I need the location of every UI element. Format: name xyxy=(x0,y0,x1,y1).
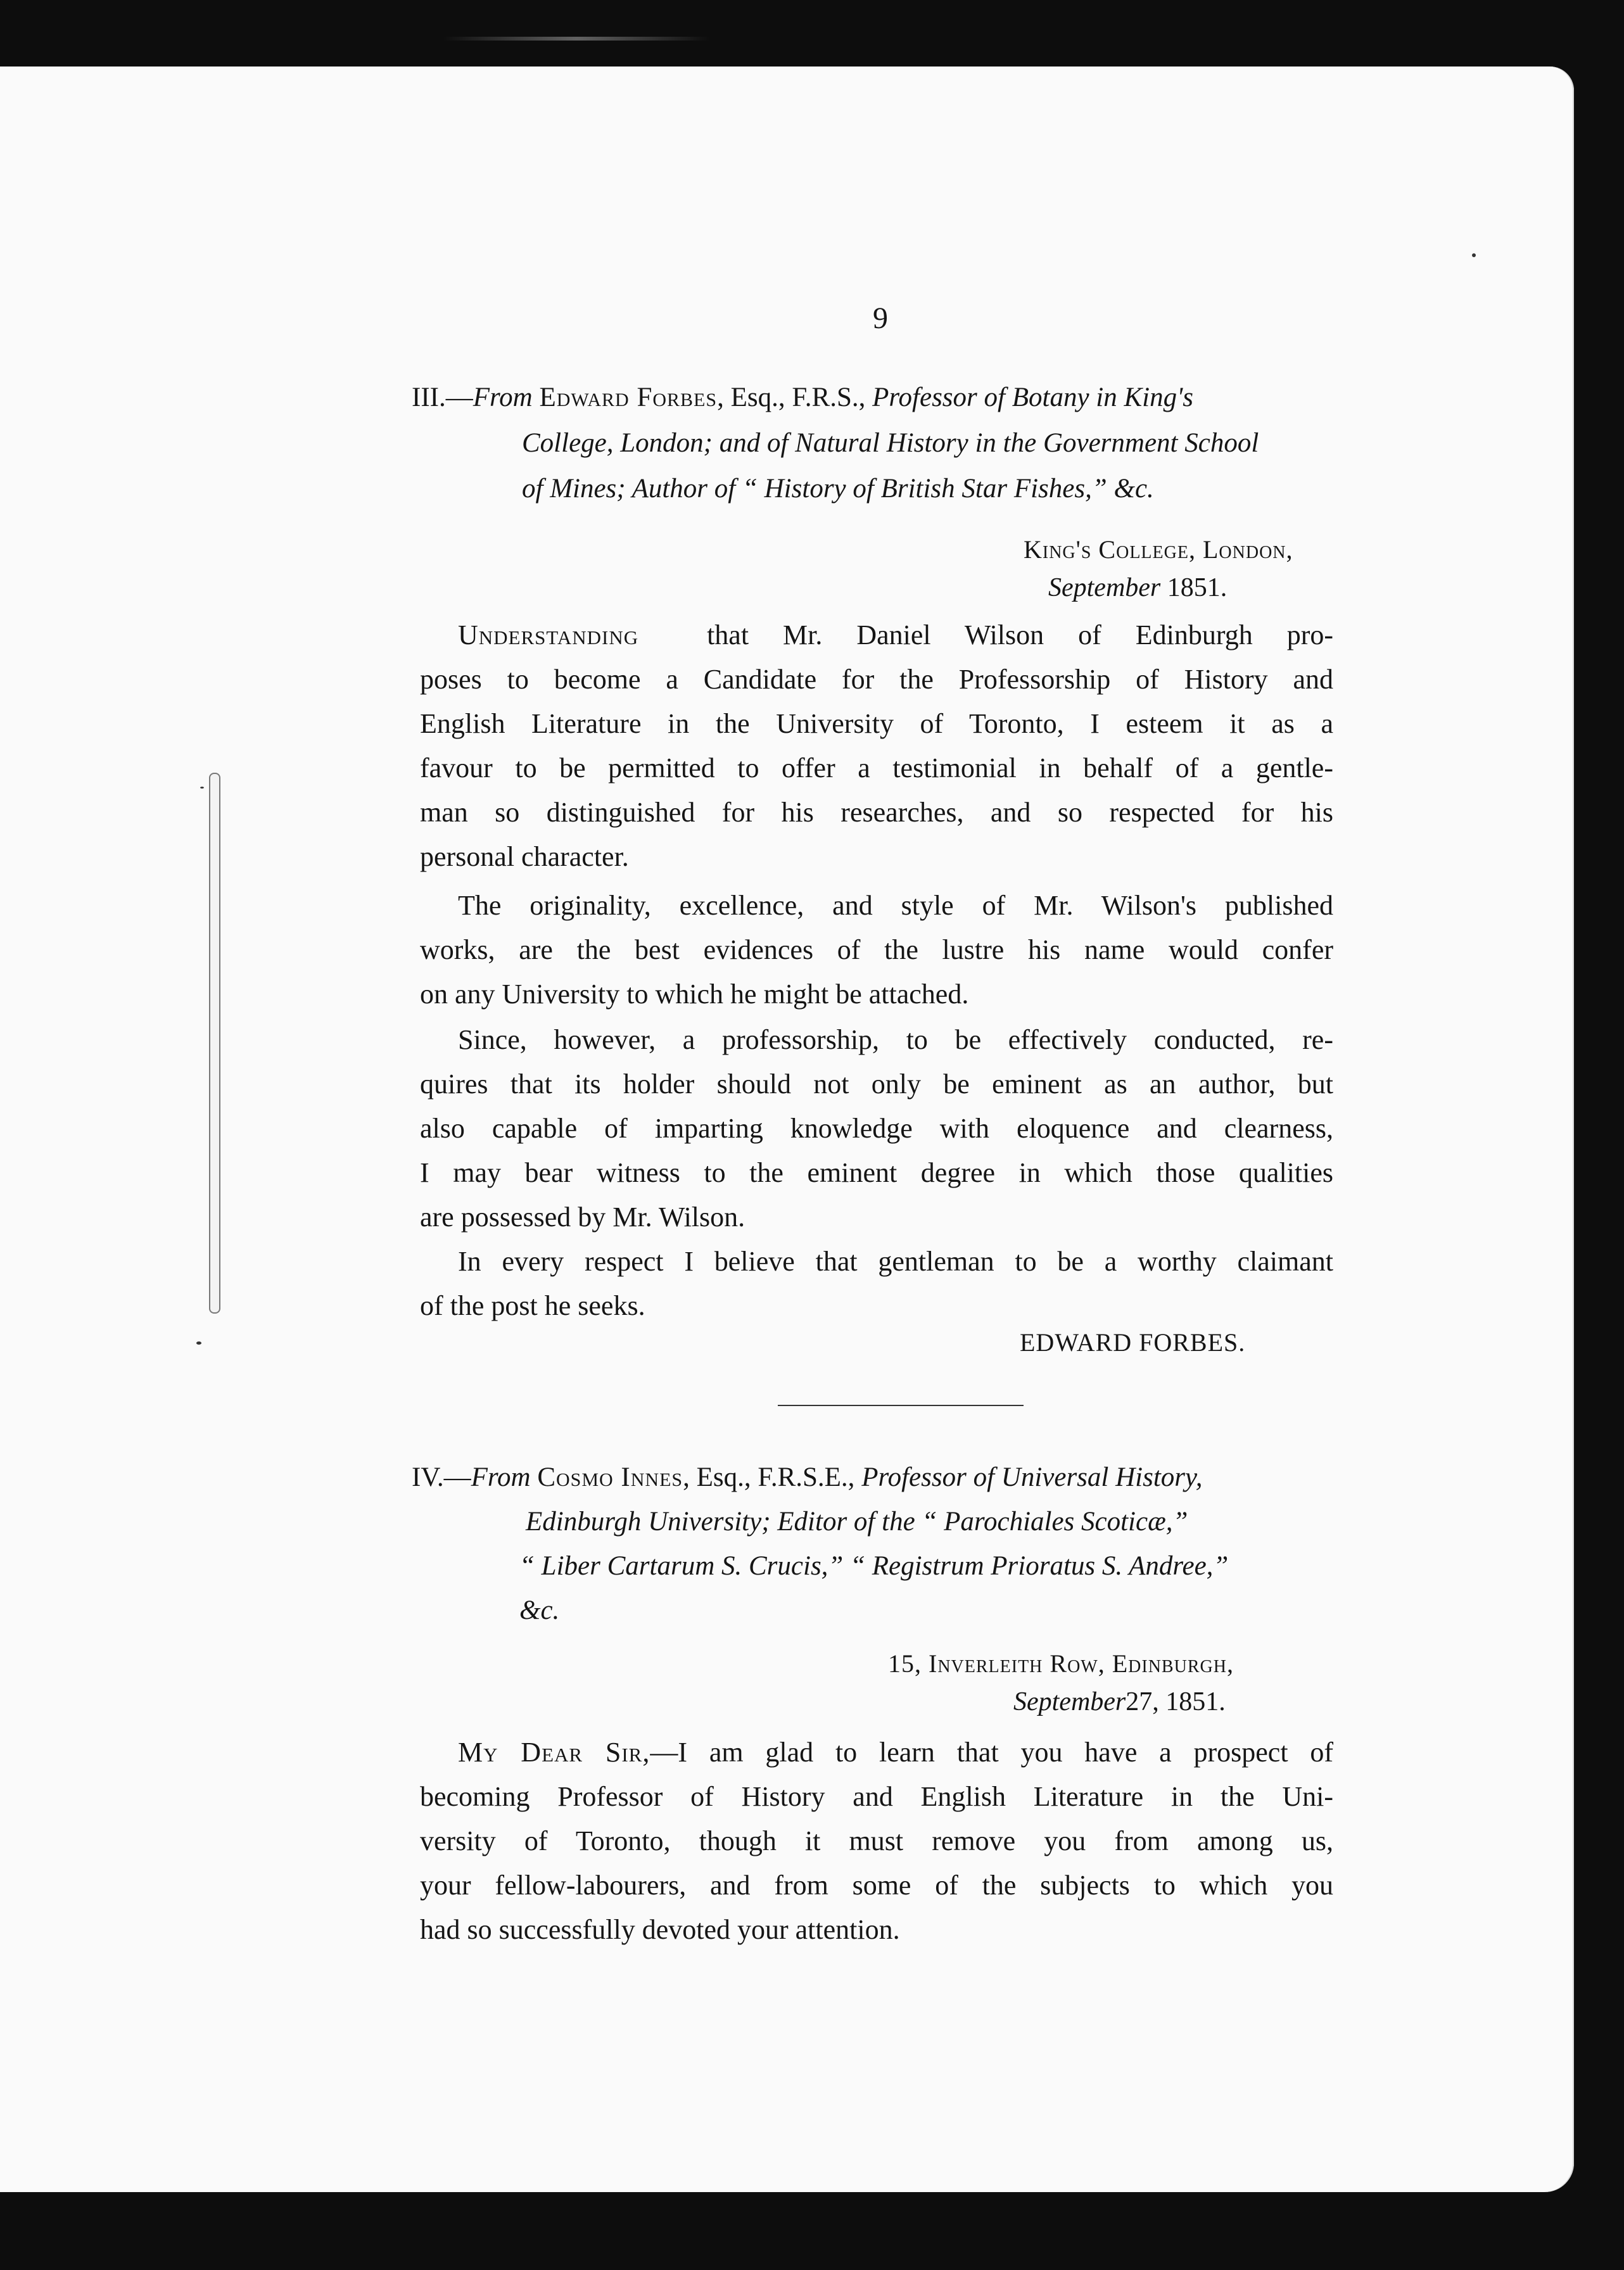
text-line: The originality, excellence, and style of Mr. Wilson's published xyxy=(458,890,1333,921)
letter-iii-paragraph-1 xyxy=(420,613,1333,879)
text-line: versity of Toronto, though it must remove you from among us, xyxy=(420,1825,1333,1856)
section-divider xyxy=(778,1405,1024,1406)
text-line: man so distinguished for his researches, and so respected for his xyxy=(420,797,1333,828)
letter-iii-numeral: III.— xyxy=(412,383,473,412)
text-line: your fellow-labourers, and from some of the subjects to which you xyxy=(420,1870,1333,1901)
letter-iii-date xyxy=(1048,566,1227,610)
letter-iii-paragraph-2 xyxy=(420,884,1333,1017)
ink-speck xyxy=(200,787,204,789)
letter-iv-date-rest: 27, 1851. xyxy=(1126,1687,1226,1716)
letter-iv-numeral: IV.— xyxy=(412,1462,471,1492)
letter-iv-paragraph xyxy=(420,1730,1333,1952)
text-line: English Literature in the University of Toronto, I esteem it as a xyxy=(420,708,1333,739)
letter-iv-date xyxy=(1013,1680,1226,1724)
letter-iii-heading-line-1 xyxy=(412,376,1193,420)
letter-iii-author-name: Edward Forbes xyxy=(539,383,718,412)
page-number: 9 xyxy=(873,301,888,335)
letter-iv-heading-line-3: “ Liber Cartarum S. Crucis,” “ Registrum Prioratus S. Andree,” xyxy=(519,1551,1229,1581)
text-line: of the post he seeks. xyxy=(420,1290,645,1321)
text-line: personal character. xyxy=(420,841,629,872)
letter-iii-paragraph-3 xyxy=(420,1018,1333,1240)
letter-iii-paragraph-4 xyxy=(420,1240,1333,1328)
text-line: poses to become a Candidate for the Professorship of History and xyxy=(420,664,1333,695)
letter-iii-title-1: Professor of Botany in King's xyxy=(872,383,1194,412)
letter-iii-credentials: , Esq., F.R.S., xyxy=(717,383,873,412)
text-line: favour to be permitted to offer a testimonial in behalf of a gentle- xyxy=(420,752,1333,783)
letter-iv-author-name: Cosmo Innes xyxy=(537,1462,683,1492)
text-line: are possessed by Mr. Wilson. xyxy=(420,1202,745,1233)
letter-iii-heading-line-2: College, London; and of Natural History in the Government School xyxy=(522,428,1259,458)
letter-iii-lead-word: Understanding xyxy=(458,619,639,650)
ink-speck xyxy=(196,1341,201,1345)
ink-speck xyxy=(1472,253,1476,257)
letter-iii-etc: &c. xyxy=(1113,474,1154,504)
letter-iii-date-year: 1851. xyxy=(1167,573,1228,602)
letter-iv-place: 15, Inverleith Row, Edinburgh, xyxy=(888,1649,1234,1678)
letter-iii-title-3a: of Mines; Author of xyxy=(522,474,736,504)
letter-iv-title-1: Professor of Universal History, xyxy=(861,1462,1203,1492)
text-line: works, are the best evidences of the lustre his name would confer xyxy=(420,934,1333,965)
text-line: that Mr. Daniel Wilson of Edinburgh pro- xyxy=(707,619,1333,650)
text-line: I may bear witness to the eminent degree in which those qualities xyxy=(420,1157,1333,1188)
text-line: also capable of imparting knowledge with eloquence and clearness, xyxy=(420,1113,1333,1144)
text-line: quires that its holder should not only be eminent as an author, but xyxy=(420,1068,1333,1100)
text-line: —I am glad to learn that you have a prospect of xyxy=(650,1737,1333,1768)
text-line: In every respect I believe that gentleman to be a worthy claimant xyxy=(458,1246,1333,1277)
text-line: becoming Professor of History and English Literature in the Uni- xyxy=(420,1781,1333,1812)
letter-iv-salutation: My Dear Sir, xyxy=(458,1737,650,1768)
scan-streak xyxy=(443,37,709,41)
letter-iii-work-title: “ History of British Star Fishes,” xyxy=(742,474,1107,504)
letter-iv-from: From xyxy=(471,1462,531,1492)
text-line: on any University to which he might be attached. xyxy=(420,979,969,1010)
text-line: had so successfully devoted your attention. xyxy=(420,1914,900,1945)
letter-iv-credentials: , Esq., F.R.S.E., xyxy=(683,1462,862,1492)
text-line: Since, however, a professorship, to be effectively conducted, re- xyxy=(458,1024,1333,1055)
letter-iv-heading-line-2: Edinburgh University; Editor of the “ Parochiales Scoticæ,” xyxy=(526,1507,1188,1537)
letter-iv-heading-line-1 xyxy=(412,1455,1203,1500)
letter-iv-heading-line-4: &c. xyxy=(519,1595,560,1625)
letter-iii-place: King's College, London, xyxy=(1024,535,1293,564)
letter-iii-date-month: September xyxy=(1048,573,1161,602)
letter-iii-from: From xyxy=(473,383,533,412)
letter-iii-heading-line-3 xyxy=(522,467,1154,511)
letter-iii-signature: EDWARD FORBES. xyxy=(1020,1328,1246,1357)
letter-iv-date-month: September xyxy=(1013,1687,1126,1716)
margin-binding-mark xyxy=(209,773,220,1314)
